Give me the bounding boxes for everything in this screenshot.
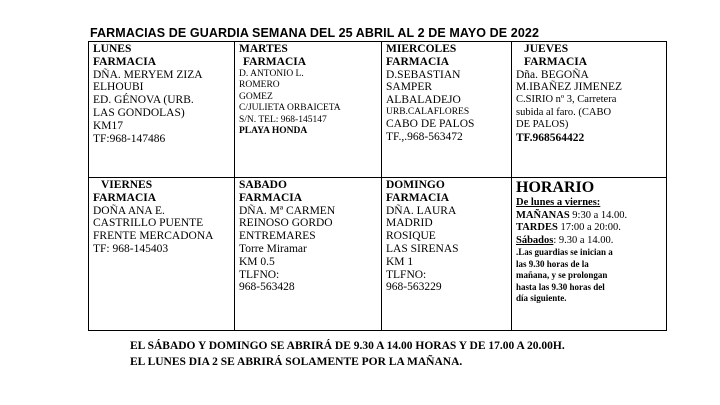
- pharmacist-name: DOÑA ANA E.: [93, 204, 165, 217]
- cell-horario: [512, 178, 667, 331]
- pharmacist-name: ELHOUBI: [93, 81, 144, 94]
- cell-sabado: [235, 178, 382, 331]
- day-label: SABADO: [239, 179, 287, 191]
- phone-label: TLFNO:: [239, 268, 280, 281]
- address: C.SIRIO nº 3, Carretera: [516, 94, 617, 106]
- horario-note: las 9.30 horas de la: [516, 258, 589, 269]
- location: PLAYA HONDA: [239, 126, 308, 137]
- horario-note: .Las guardias se inician a: [516, 247, 613, 257]
- pharmacy-schedule-table: [88, 41, 667, 331]
- phone: 968-563428: [239, 281, 295, 294]
- cell-miercoles: [382, 42, 512, 178]
- cell-domingo: [382, 178, 512, 331]
- pharmacy-label: FARMACIA: [386, 191, 450, 204]
- pharmacist-name: DÑA. MERYEM ZIZA: [93, 68, 203, 81]
- address: LAS SIRENAS: [386, 242, 459, 255]
- sabados-label: Sábados: [516, 234, 554, 246]
- address: LAS GONDOLAS): [93, 106, 185, 119]
- pharmacy-label: FARMACIA: [93, 55, 157, 68]
- address: KM 0.5: [239, 255, 275, 268]
- pharmacist-name: SAMPER: [386, 81, 433, 94]
- pharmacist-name: DÑA. LAURA: [386, 204, 457, 217]
- horario-mananas: [516, 210, 663, 223]
- page-title: FARMACIAS DE GUARDIA SEMANA DEL 25 ABRIL AL 2 DE MAYO DE 2022: [90, 26, 540, 40]
- address: KM17: [93, 119, 124, 132]
- address: ED. GÉNOVA (URB.: [93, 94, 194, 107]
- address: ENTREMARES: [239, 230, 316, 243]
- day-label: LUNES: [93, 43, 132, 55]
- horario-note: día siguiente.: [516, 293, 567, 303]
- address: KM 1: [386, 255, 414, 268]
- mananas-label: MAÑANAS: [516, 209, 570, 221]
- pharmacist-name: REINOSO GORDO: [239, 217, 333, 230]
- pharmacist-name: D.SEBASTIAN: [386, 68, 461, 81]
- cell-martes: [235, 42, 382, 178]
- pharmacist-name: ROMERO: [239, 80, 280, 91]
- pharmacist-name: M.IBAÑEZ JIMENEZ: [516, 81, 623, 94]
- address: DE PALOS): [516, 119, 569, 131]
- pharmacy-label: FARMACIA: [93, 191, 157, 204]
- mananas-time: 9:30 a 14.00.: [569, 209, 628, 221]
- phone: 968-563229: [386, 281, 442, 294]
- address: Torre Miramar: [239, 242, 307, 255]
- pharmacist-name: CASTRILLO PUENTE: [93, 217, 204, 230]
- cell-jueves: [512, 42, 667, 178]
- pharmacist-name: D. ANTONIO L.: [239, 68, 304, 79]
- pharmacy-label: FARMACIA: [524, 55, 588, 68]
- address: subida al faro. (CABO: [516, 106, 612, 118]
- phone: TF: 968-145403: [93, 242, 169, 255]
- cell-viernes: [89, 178, 235, 331]
- phone: TF:968-147486: [93, 132, 166, 145]
- schedule-row: [89, 42, 667, 178]
- tardes-time: 17:00 a 20:00.: [557, 222, 621, 233]
- address: C/JULIETA ORBAICETA: [239, 103, 341, 114]
- pharmacist-name: ROSIQUE: [386, 230, 436, 243]
- pharmacist-name: Dña. BEGOÑA: [516, 68, 589, 81]
- phone: TF.,.968-563472: [386, 131, 463, 144]
- footer-line: EL LUNES DIA 2 SE ABRIRÁ SOLAMENTE POR LA MAÑANA.: [130, 356, 463, 368]
- horario-note: mañana, y se prolongan: [516, 270, 608, 280]
- footer-line: EL SÁBADO Y DOMINGO SE ABRIRÁ DE 9.30 A 14.00 HORAS Y DE 17.00 A 20.00H.: [130, 340, 565, 352]
- cell-lunes: [89, 42, 235, 178]
- pharmacist-name: ALBALADEJO: [386, 94, 461, 107]
- footer-notes: [130, 338, 565, 370]
- pharmacy-label: FARMACIA: [386, 55, 450, 68]
- pharmacist-name: MADRID: [386, 217, 433, 230]
- schedule-row: [89, 178, 667, 331]
- phone: TF.968564422: [516, 131, 585, 144]
- address: URB.CALAFLORES: [386, 106, 470, 117]
- phone-label: TLFNO:: [386, 268, 427, 281]
- pharmacy-label: FARMACIA: [243, 55, 307, 68]
- pharmacist-name: DÑA. Mª CARMEN: [239, 204, 336, 217]
- day-label: JUEVES: [524, 43, 569, 55]
- address: FRENTE MERCADONA: [93, 230, 214, 243]
- address: CABO DE PALOS: [386, 118, 475, 131]
- sabados-time: : 9.30 a 14.00.: [553, 234, 614, 246]
- pharmacy-label: FARMACIA: [239, 191, 303, 204]
- phone: S/N. TEL: 968-145147: [239, 114, 327, 125]
- day-label: DOMINGO: [386, 179, 445, 191]
- horario-sabados: [516, 235, 663, 248]
- horario-note: hasta las 9.30 horas del: [516, 281, 605, 292]
- day-label: VIERNES: [101, 179, 153, 191]
- tardes-label: TARDES: [516, 222, 558, 233]
- day-label: MIERCOLES: [386, 43, 457, 55]
- pharmacist-name: GOMEZ: [239, 91, 273, 102]
- horario-subtitle: De lunes a viernes:: [516, 197, 601, 208]
- horario-tardes: [516, 222, 663, 235]
- day-label: MARTES: [239, 43, 288, 55]
- horario-title: HORARIO: [516, 179, 595, 196]
